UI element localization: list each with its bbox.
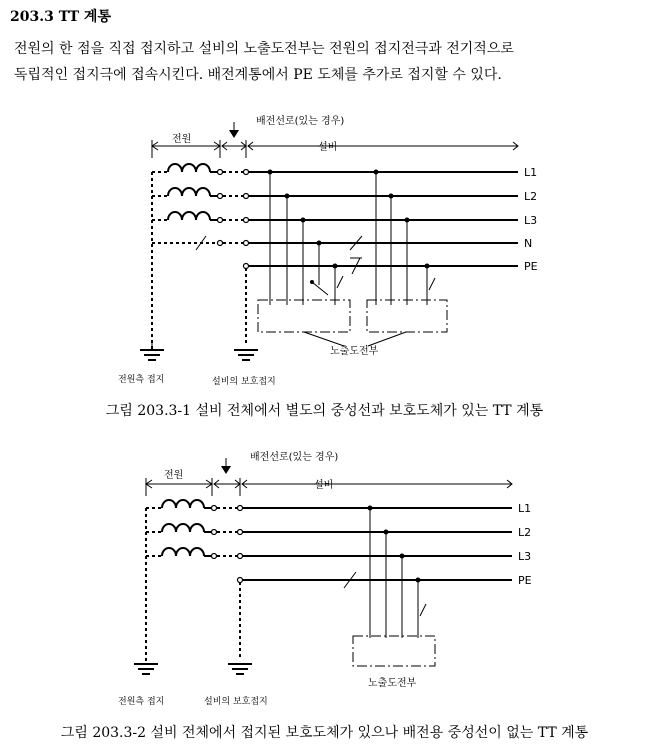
- body-text-line-2: 독립적인 접지극에 접속시킨다. 배전계통에서 PE 도체를 추가로 접지할 수 있다.: [14, 67, 502, 83]
- installation-label: 설비: [318, 142, 338, 153]
- label-l1: L1: [524, 166, 538, 179]
- winding-l1-2: [162, 500, 204, 508]
- equipment-earth-label-2: 설비의 보호접지: [204, 697, 268, 707]
- distribution-line-label: 배전선로(있는 경우): [256, 116, 345, 127]
- winding-l1: [168, 164, 210, 172]
- section-title: 203.3 TT 계통: [10, 9, 111, 25]
- source-earth-label-2: 전원측 접지: [118, 697, 165, 707]
- figure-2-caption: 그림 203.3-2 설비 전체에서 접지된 보호도체가 있으나 배전용 중성선이 없는 TT 계통: [60, 725, 589, 741]
- tt-system-diagram-2: [0, 440, 649, 720]
- winding-l2: [168, 188, 210, 196]
- label-pe: PE: [524, 260, 538, 273]
- source-label-2: 전원: [164, 470, 184, 481]
- label-l3-2: L3: [518, 550, 532, 563]
- figure-1-caption: 그림 203.3-1 설비 전체에서 별도의 중성선과 보호도체가 있는 TT 계통: [105, 403, 544, 419]
- installation-label-2: 설비: [314, 480, 334, 491]
- tt-system-diagram-1: [0, 100, 649, 400]
- label-n: N: [524, 237, 533, 250]
- exposed-part-label: 노출도전부: [330, 346, 379, 357]
- label-l3: L3: [524, 214, 538, 227]
- winding-l3-2: [162, 548, 204, 556]
- source-earth-label: 전원측 접지: [118, 375, 165, 385]
- exposed-part-1: [258, 300, 350, 332]
- winding-l3: [168, 212, 210, 220]
- exposed-part-3: [353, 636, 435, 666]
- label-l1-2: L1: [518, 502, 532, 515]
- label-l2-2: L2: [518, 526, 532, 539]
- source-label: 전원: [172, 134, 192, 145]
- exposed-part-label-2: 노출도전부: [368, 678, 417, 689]
- winding-l2-2: [162, 524, 204, 532]
- equipment-earth-label: 설비의 보호접지: [212, 377, 276, 387]
- distribution-line-label-2: 배전선로(있는 경우): [250, 452, 339, 463]
- label-pe-2: PE: [518, 574, 532, 587]
- label-l2: L2: [524, 190, 538, 203]
- body-text-line-1: 전원의 한 점을 직접 접지하고 설비의 노출도전부는 전원의 접지전극과 전기적으로: [14, 41, 514, 57]
